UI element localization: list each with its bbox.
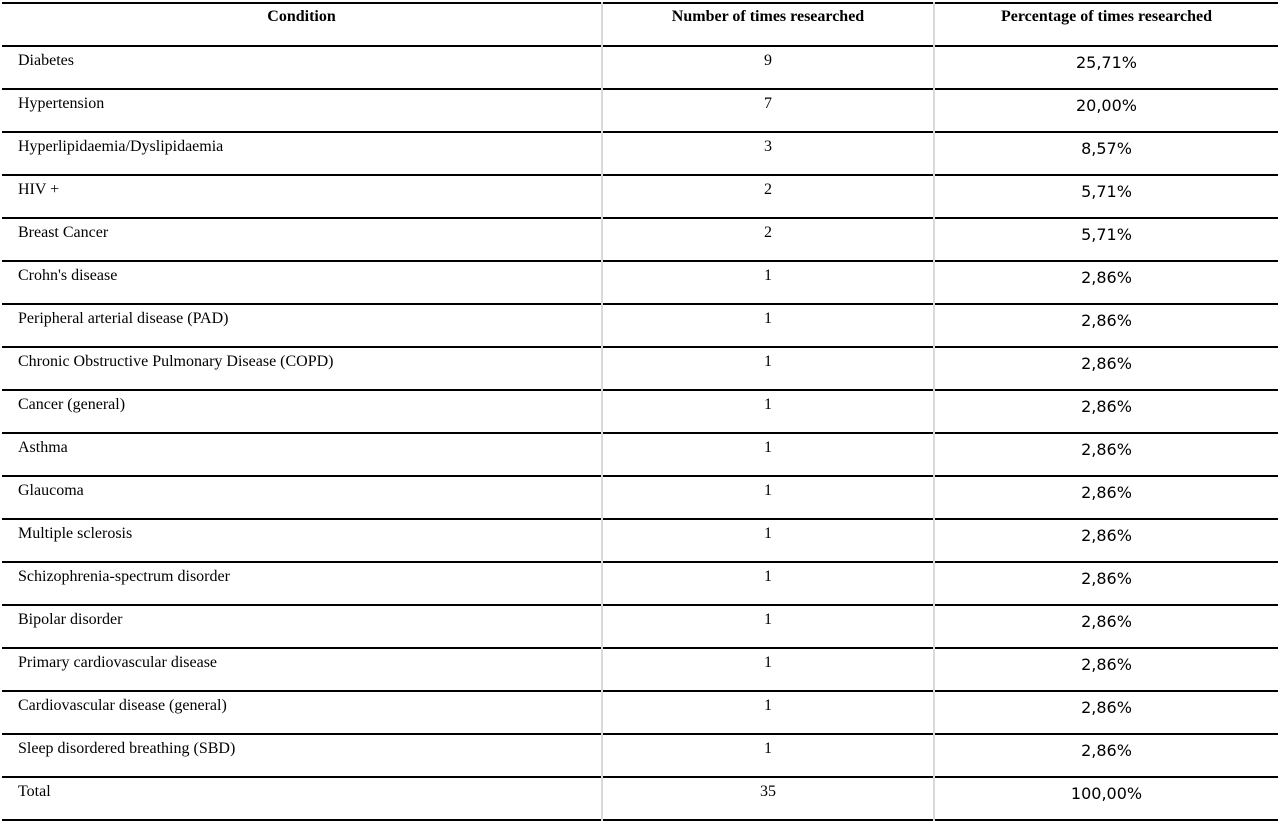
condition-cell: Breast Cancer — [2, 218, 602, 261]
percentage-cell: 2,86% — [934, 605, 1278, 648]
percentage-cell: 2,86% — [934, 476, 1278, 519]
condition-cell: Cancer (general) — [2, 390, 602, 433]
table-row — [2, 433, 1278, 476]
percentage-cell: 2,86% — [934, 390, 1278, 433]
percentage-cell: 8,57% — [934, 132, 1278, 175]
condition-cell: Multiple sclerosis — [2, 519, 602, 562]
condition-cell: Diabetes — [2, 46, 602, 89]
condition-cell: Primary cardiovascular disease — [2, 648, 602, 691]
table-row — [2, 519, 1278, 562]
table-row — [2, 605, 1278, 648]
count-cell: 1 — [602, 347, 934, 390]
table-row — [2, 390, 1278, 433]
percentage-cell: 2,86% — [934, 433, 1278, 476]
count-cell: 2 — [602, 175, 934, 218]
count-cell: 35 — [602, 777, 934, 820]
table-row — [2, 89, 1278, 132]
count-cell: 1 — [602, 476, 934, 519]
condition-cell: Crohn's disease — [2, 261, 602, 304]
condition-cell: Asthma — [2, 433, 602, 476]
count-cell: 1 — [602, 261, 934, 304]
condition-cell: Bipolar disorder — [2, 605, 602, 648]
table-row — [2, 175, 1278, 218]
percentage-cell: 2,86% — [934, 304, 1278, 347]
percentage-cell: 5,71% — [934, 175, 1278, 218]
count-cell: 9 — [602, 46, 934, 89]
table-row — [2, 347, 1278, 390]
count-cell: 7 — [602, 89, 934, 132]
percentage-cell: 25,71% — [934, 46, 1278, 89]
percentage-cell: 2,86% — [934, 261, 1278, 304]
percentage-cell: 2,86% — [934, 691, 1278, 734]
percentage-cell: 2,86% — [934, 347, 1278, 390]
count-cell: 1 — [602, 390, 934, 433]
count-cell: 1 — [602, 605, 934, 648]
table-body — [2, 46, 1278, 820]
table-row — [2, 648, 1278, 691]
condition-cell: Peripheral arterial disease (PAD) — [2, 304, 602, 347]
table-row — [2, 304, 1278, 347]
table-row — [2, 218, 1278, 261]
conditions-table — [2, 2, 1278, 821]
percentage-cell: 2,86% — [934, 734, 1278, 777]
count-cell: 1 — [602, 648, 934, 691]
count-cell: 1 — [602, 691, 934, 734]
table-header-row — [2, 3, 1278, 46]
table-row — [2, 476, 1278, 519]
condition-cell: HIV + — [2, 175, 602, 218]
count-cell: 1 — [602, 433, 934, 476]
total-row — [2, 777, 1278, 820]
condition-cell: Glaucoma — [2, 476, 602, 519]
table-row — [2, 261, 1278, 304]
column-header-count: Number of times researched — [602, 3, 934, 46]
table-row — [2, 691, 1278, 734]
table-row — [2, 562, 1278, 605]
percentage-cell: 20,00% — [934, 89, 1278, 132]
percentage-cell: 100,00% — [934, 777, 1278, 820]
condition-cell: Sleep disordered breathing (SBD) — [2, 734, 602, 777]
count-cell: 1 — [602, 562, 934, 605]
table-row — [2, 132, 1278, 175]
table-row — [2, 734, 1278, 777]
count-cell: 3 — [602, 132, 934, 175]
table-row — [2, 46, 1278, 89]
condition-cell: Hypertension — [2, 89, 602, 132]
percentage-cell: 2,86% — [934, 562, 1278, 605]
percentage-cell: 2,86% — [934, 648, 1278, 691]
column-header-condition: Condition — [2, 3, 602, 46]
condition-cell: Schizophrenia-spectrum disorder — [2, 562, 602, 605]
count-cell: 1 — [602, 734, 934, 777]
condition-cell: Cardiovascular disease (general) — [2, 691, 602, 734]
condition-cell: Chronic Obstructive Pulmonary Disease (COPD) — [2, 347, 602, 390]
percentage-cell: 2,86% — [934, 519, 1278, 562]
count-cell: 1 — [602, 519, 934, 562]
count-cell: 2 — [602, 218, 934, 261]
condition-cell: Hyperlipidaemia/Dyslipidaemia — [2, 132, 602, 175]
count-cell: 1 — [602, 304, 934, 347]
condition-cell: Total — [2, 777, 602, 820]
percentage-cell: 5,71% — [934, 218, 1278, 261]
column-header-percentage: Percentage of times researched — [934, 3, 1278, 46]
